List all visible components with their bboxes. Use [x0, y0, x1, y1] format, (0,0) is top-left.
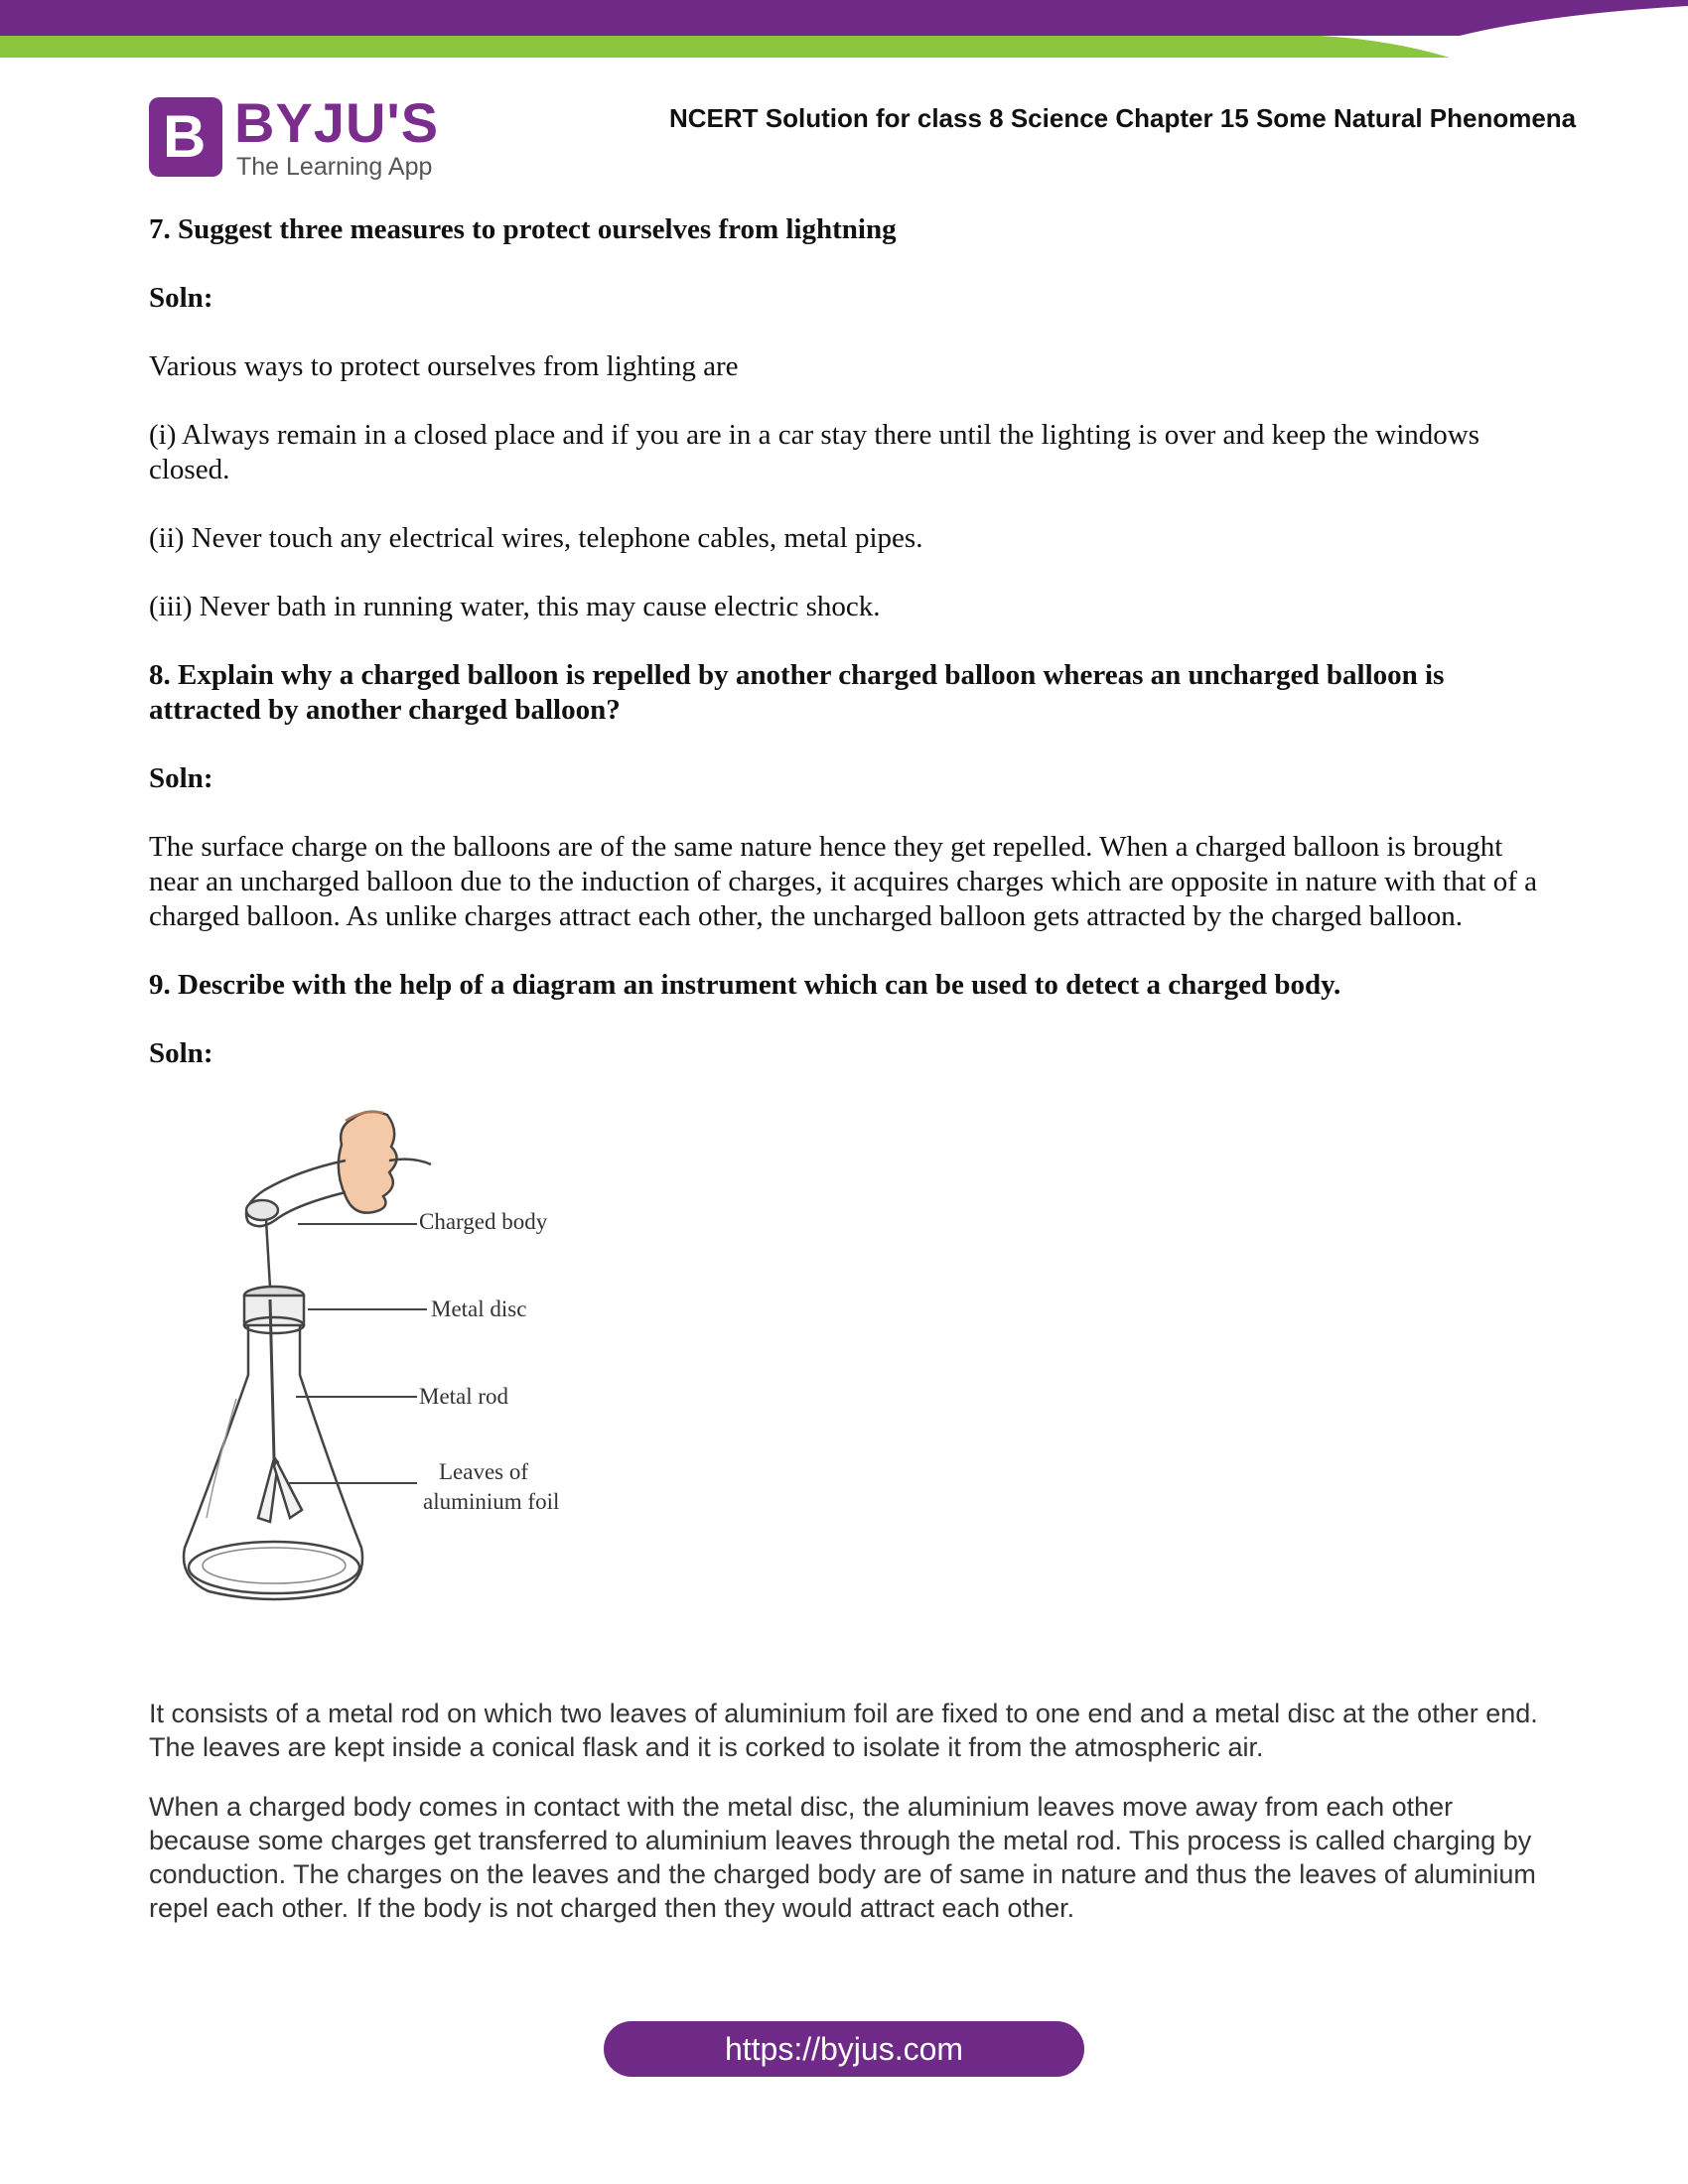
soln-label-9: Soln: [149, 1037, 213, 1069]
logo-text: BYJU'S [234, 91, 440, 154]
answer-7-intro: Various ways to protect ourselves from lighting are [149, 350, 739, 382]
electroscope-diagram [179, 1101, 616, 1617]
label-leaves-line2: aluminium foil [423, 1489, 560, 1514]
footer-url-link[interactable]: https://byjus.com [604, 2021, 1084, 2077]
byjus-logo [149, 91, 440, 181]
electroscope-drawing [179, 1101, 616, 1617]
answer-9-para-1: It consists of a metal rod on which two leaves of aluminium foil are fixed to one end and a metal disc at the other end. The leaves are kept inside a conical flask and it is corked to isolate it from the atmospheric air. [149, 1699, 1538, 1762]
label-leaves-line1: Leaves of [439, 1459, 529, 1484]
answer-7-item-2: (ii) Never touch any electrical wires, telephone cables, metal pipes. [149, 522, 923, 554]
question-7: 7. Suggest three measures to protect ourselves from lightning [149, 213, 897, 245]
label-charged-body: Charged body [419, 1209, 548, 1234]
header-color-band [0, 0, 1688, 60]
answer-8: The surface charge on the balloons are of the same nature hence they get repelled. When a charged balloon is brought near an uncharged balloon due to the induction of charges, it acquires charges which are opposite in nature with that of a charged balloon. As unlike charges attract each other, the uncharged balloon gets attracted by the charged balloon. [149, 831, 1537, 932]
label-metal-rod: Metal rod [419, 1384, 509, 1409]
label-metal-disc: Metal disc [431, 1297, 527, 1321]
answer-9-para-2: When a charged body comes in contact with the metal disc, the aluminium leaves move away from each other because some charges get transferred to aluminium leaves through the metal rod. This process is called charging by conduction. The charges on the leaves and the charged body are of same in nature and thus the leaves of aluminium repel each other. If the body is not charged then they would attract each other. [149, 1792, 1536, 1923]
answer-7-item-1: (i) Always remain in a closed place and if you are in a car stay there until the lighting is over and keep the windows closed. [149, 419, 1480, 485]
main-content [149, 212, 1539, 1951]
logo-tagline: The Learning App [236, 153, 433, 181]
question-8: 8. Explain why a charged balloon is repelled by another charged balloon whereas an uncharged balloon is attracted by another charged balloon? [149, 659, 1445, 726]
answer-7-item-3: (iii) Never bath in running water, this may cause electric shock. [149, 591, 881, 622]
byjus-b-mark: B [149, 97, 222, 177]
soln-label-7: Soln: [149, 282, 213, 314]
question-9: 9. Describe with the help of a diagram an instrument which can be used to detect a charged body. [149, 969, 1341, 1001]
soln-label-8: Soln: [149, 762, 213, 794]
page-header-title: NCERT Solution for class 8 Science Chapter 15 Some Natural Phenomena [669, 103, 1577, 133]
